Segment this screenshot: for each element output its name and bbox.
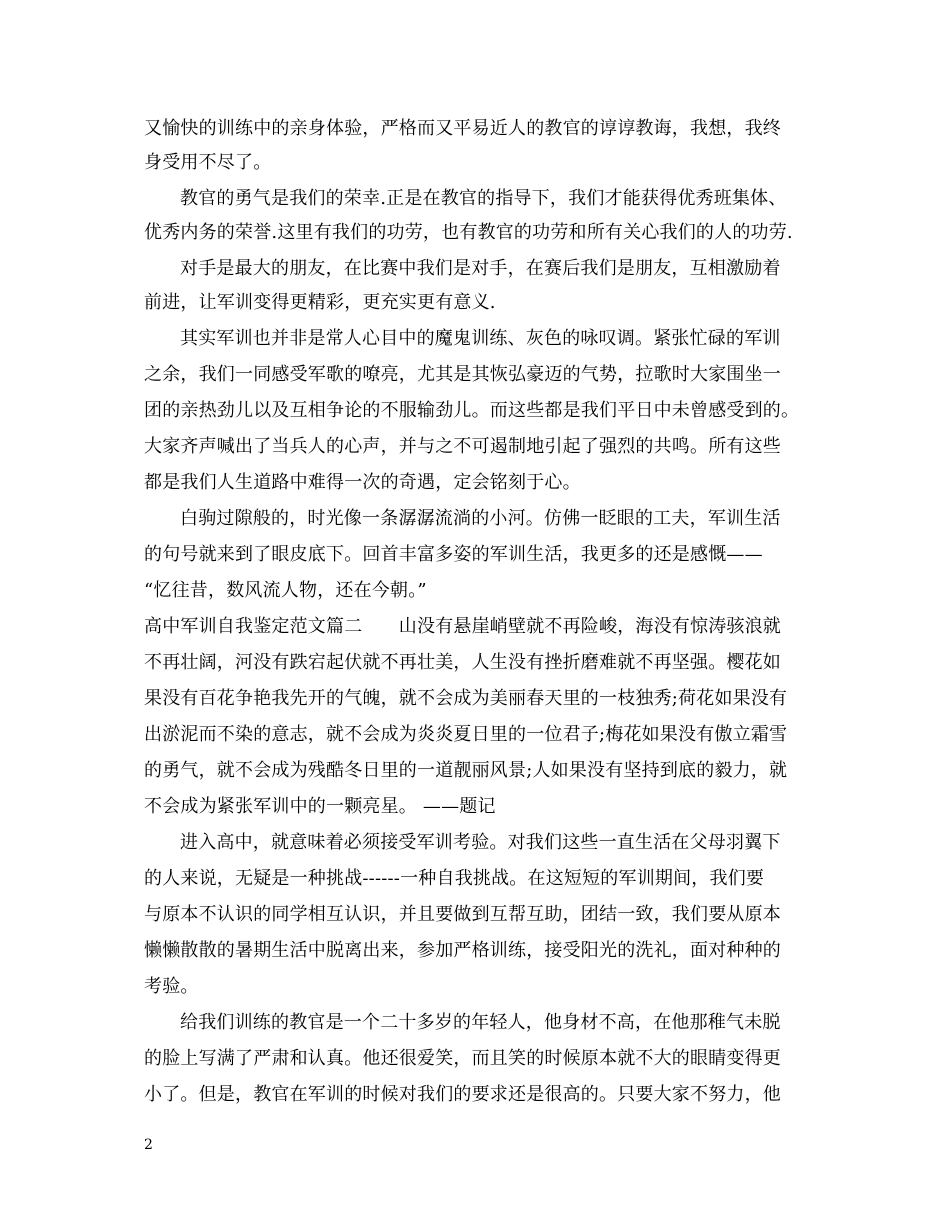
- text-line: 教官的勇气是我们的荣幸.正是在教官的指导下，我们才能获得优秀班集体、: [180, 188, 787, 209]
- text-line: 的脸上写满了严肃和认真。他还很爱笑，而且笑的时候原本就不大的眼睛变得更: [144, 1048, 781, 1069]
- text-line: 不会成为紧张军训中的一颗亮星。 ——题记: [144, 796, 496, 817]
- text-line: 身受用不尽了。: [144, 152, 272, 173]
- text-line: 其实军训也并非是常人心目中的魔鬼训练、灰色的咏叹调。紧张忙碌的军训: [180, 328, 781, 349]
- text-line: 之余，我们一同感受军歌的嘹亮，尤其是其恢弘豪迈的气势，拉歌时大家围坐一: [144, 364, 781, 385]
- text-line: 不再壮阔，河没有跌宕起伏就不再壮美，人生没有挫折磨难就不再坚强。樱花如: [144, 652, 781, 673]
- text-line: “忆往昔，数风流人物，还在今朝。”: [144, 580, 427, 601]
- text-line: 都是我们人生道路中难得一次的奇遇，定会铭刻于心。: [144, 472, 581, 493]
- text-line: 出淤泥而不染的意志，就不会成为炎炎夏日里的一位君子;梅花如果没有傲立霜雪: [144, 724, 788, 745]
- text-line: 白驹过隙般的，时光像一条潺潺流淌的小河。仿佛一眨眼的工夫，军训生活: [180, 508, 781, 529]
- section-heading-line: 高中军训自我鉴定范文篇二 山没有悬崖峭壁就不再险峻，海没有惊涛骇浪就: [144, 616, 781, 637]
- text-line: 前进，让军训变得更精彩，更充实更有意义.: [144, 292, 496, 313]
- text-line: 又愉快的训练中的亲身体验，严格而又平易近人的教官的谆谆教诲，我想，我终: [144, 118, 781, 139]
- text-line: 团的亲热劲儿以及互相争论的不服输劲儿。而这些都是我们平日中未曾感受到的。: [144, 400, 800, 421]
- text-line: 进入高中，就意味着必须接受军训考验。对我们这些一直生活在父母羽翼下: [180, 832, 781, 853]
- page-number: 2: [144, 1137, 153, 1153]
- text-line: 的勇气，就不会成为残酷冬日里的一道靓丽风景;人如果没有坚持到底的毅力，就: [144, 760, 788, 781]
- text-line: 小了。但是，教官在军训的时候对我们的要求还是很高的。只要大家不努力，他: [144, 1084, 781, 1105]
- text-line: 的句号就来到了眼皮底下。回首丰富多姿的军训生活，我更多的还是感慨——: [144, 544, 763, 565]
- text-line: 果没有百花争艳我先开的气魄，就不会成为美丽春天里的一枝独秀;荷花如果没有: [144, 688, 788, 709]
- text-line: 的人来说，无疑是一种挑战------一种自我挑战。在这短短的军训期间，我们要: [144, 868, 765, 889]
- text-line: 对手是最大的朋友，在比赛中我们是对手，在赛后我们是朋友，互相激励着: [180, 258, 781, 279]
- text-line: 考验。: [144, 976, 199, 997]
- text-line: 懒懒散散的暑期生活中脱离出来，参加严格训练，接受阳光的洗礼，面对种种的: [144, 940, 781, 961]
- text-line: 优秀内务的荣誉.这里有我们的功劳，也有教官的功劳和所有关心我们的人的功劳.: [144, 222, 793, 243]
- text-line: 给我们训练的教官是一个二十多岁的年轻人，他身材不高，在他那稚气未脱: [180, 1012, 781, 1033]
- text-line: 与原本不认识的同学相互认识，并且要做到互帮互助，团结一致，我们要从原本: [144, 904, 781, 925]
- text-line: 大家齐声喊出了当兵人的心声，并与之不可遏制地引起了强烈的共鸣。所有这些: [144, 436, 781, 457]
